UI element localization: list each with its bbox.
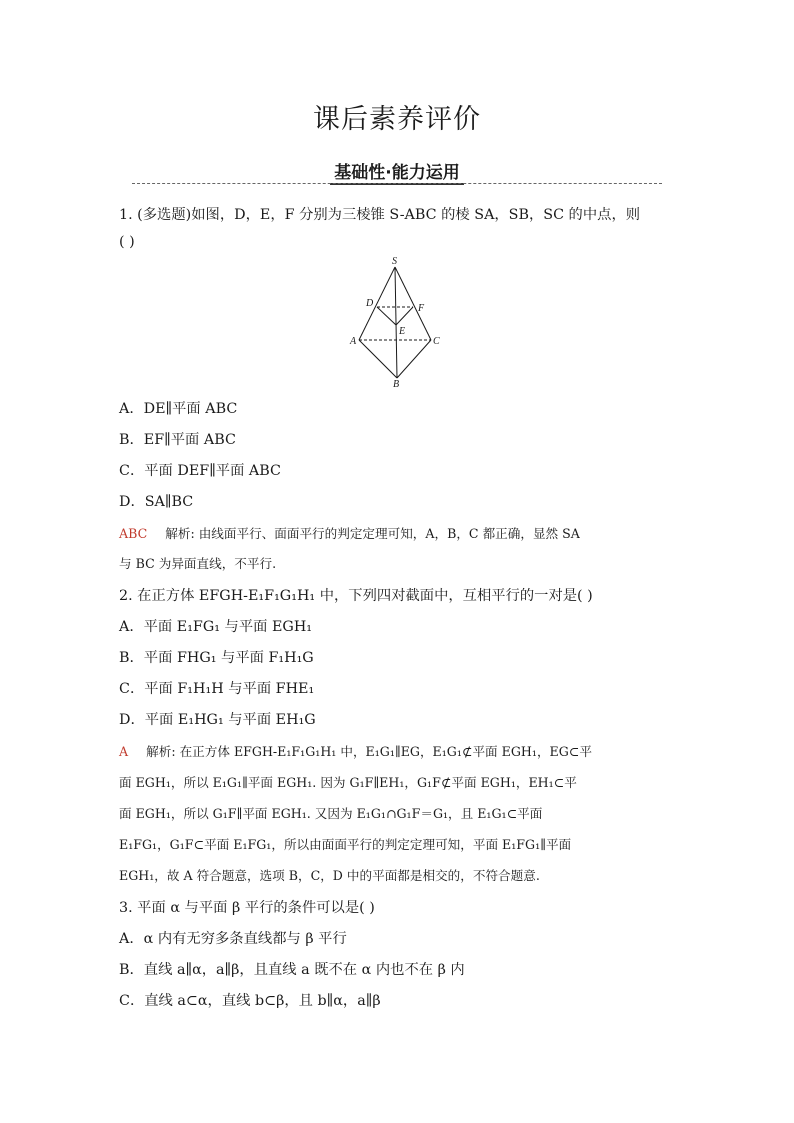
edge-EF	[396, 307, 413, 325]
q1-explanation-line1	[119, 523, 580, 542]
q2-stem: 2. 在正方体 EFGH-E₁F₁G₁H₁ 中，下列四对截面中，互相平行的一对是( )	[119, 588, 593, 604]
edge-DE	[377, 307, 396, 325]
q2-option-c: C．平面 F₁H₁H 与平面 FHE₁	[119, 681, 315, 697]
label-S: S	[392, 256, 397, 267]
label-A: A	[350, 336, 357, 347]
edge-SA	[359, 267, 395, 340]
label-E: E	[399, 326, 406, 337]
section-heading-text: 基础性·能力运用	[330, 163, 463, 185]
q2-explanation-line2: 面 EGH₁，所以 E₁G₁∥平面 EGH₁. 因为 G₁F∥EH₁，G₁F⊄平面 EGH₁，EH₁⊂平	[119, 775, 577, 790]
pyramid-figure	[345, 255, 455, 390]
q1-option-a: A．DE∥平面 ABC	[119, 401, 238, 417]
q2-option-b: B．平面 FHG₁ 与平面 F₁H₁G	[119, 650, 314, 666]
q2-option-d: D．平面 E₁HG₁ 与平面 EH₁G	[119, 712, 316, 728]
label-C: C	[433, 336, 440, 347]
q2-option-a: A．平面 E₁FG₁ 与平面 EGH₁	[119, 619, 313, 635]
edge-SB	[395, 267, 397, 378]
q2-explain-text1: 在正方体 EFGH-E₁F₁G₁H₁ 中，E₁G₁∥EG，E₁G₁⊄平面 EGH₁，EG⊂平	[179, 744, 592, 759]
q3-stem: 3. 平面 α 与平面 β 平行的条件可以是( )	[119, 900, 375, 916]
edge-BC	[397, 340, 431, 378]
q2-explanation-line1	[119, 741, 592, 760]
q2-explanation-line3: 面 EGH₁，所以 G₁F∥平面 EGH₁. 又因为 E₁G₁∩G₁F＝G₁，且 E₁G₁⊂平面	[119, 806, 543, 821]
q2-explanation-line5: EGH₁，故 A 符合题意，选项 B，C，D 中的平面都是相交的，不符合题意.	[119, 868, 540, 883]
q1-answer: ABC	[119, 526, 148, 541]
label-F: F	[418, 303, 425, 314]
q1-explanation-line2: 与 BC 为异面直线，不平行.	[119, 556, 277, 571]
q3-option-a: A．α 内有无穷多条直线都与 β 平行	[119, 931, 347, 947]
q3-option-c: C．直线 a⊂α，直线 b⊂β，且 b∥α，a∥β	[119, 993, 381, 1009]
label-D: D	[366, 298, 374, 309]
label-B: B	[393, 379, 400, 390]
q1-stem-line2: ( )	[119, 234, 135, 250]
q1-explain-text1: 由线面平行、面面平行的判定定理可知，A，B，C 都正确，显然 SA	[198, 526, 580, 541]
q3-option-b: B．直线 a∥α，a∥β，且直线 a 既不在 α 内也不在 β 内	[119, 962, 465, 978]
page-title: 课后素养评价	[313, 104, 481, 135]
edge-AB	[359, 340, 397, 378]
q2-explain-label: 解析:	[146, 744, 176, 759]
q1-explain-label: 解析:	[165, 526, 195, 541]
q2-explanation-line4: E₁FG₁，G₁F⊂平面 E₁FG₁，所以由面面平行的判定定理可知，平面 E₁FG₁∥平面	[119, 837, 572, 852]
q1-option-d: D．SA∥BC	[119, 494, 194, 510]
q1-option-b: B．EF∥平面 ABC	[119, 432, 236, 448]
q1-option-c: C．平面 DEF∥平面 ABC	[119, 463, 281, 479]
q1-stem-line1: 1. (多选题)如图，D，E，F 分别为三棱锥 S-ABC 的棱 SA，SB，SC 的中点，则	[119, 207, 641, 223]
dashed-divider	[132, 183, 662, 184]
section-heading	[0, 158, 794, 183]
q2-answer: A	[119, 744, 129, 759]
